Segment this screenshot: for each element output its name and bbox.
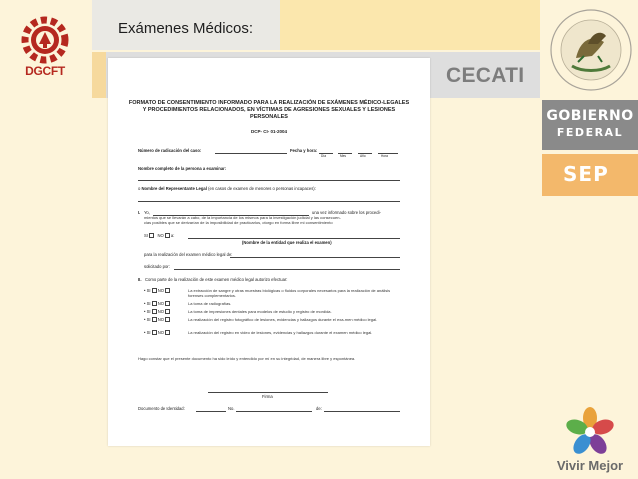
item-2-yes-checkbox[interactable] xyxy=(152,301,157,306)
id-document-line xyxy=(196,411,226,412)
item-5-yes-checkbox[interactable] xyxy=(152,330,157,335)
purpose-line xyxy=(230,257,400,258)
id-document-label: Documento de Identidad: xyxy=(138,406,185,411)
entity-label: (Nombre de la entidad que realiza el examen) xyxy=(242,240,332,245)
item-2-no-checkbox[interactable] xyxy=(165,301,170,306)
closing-statement: Hago constar que el presente documento ha sido leído y entendido por mí en su integridad, de manera libre y espontánea. xyxy=(138,356,356,361)
entity-prefix: a: xyxy=(170,233,175,238)
legal-rep-note: (en casos de examen de menores o personas incapaces): xyxy=(208,186,316,191)
item-4-no-checkbox[interactable] xyxy=(165,317,170,322)
item-5-text: La realización del registro en video de lesiones, evidencias y hallazgos durante el examen médico legal. xyxy=(188,330,373,335)
consent-no-label: NO xyxy=(157,233,164,238)
mexico-seal-logo xyxy=(548,4,634,96)
case-number-label: Número de radicación del caso: xyxy=(138,148,202,153)
consent-yes-label: SI xyxy=(144,233,148,238)
form-title: FORMATO DE CONSENTIMIENTO INFORMADO PARA LA REALIZACIÓN DE EXÁMENES MÉDICO-LEGALES Y PROCEDIMIENTOS RELACIONADOS, EN VÍCTIMAS DE AGRESIONES SEXUALES Y LESIONES PERSONALES xyxy=(128,100,410,120)
legal-rep-line xyxy=(138,201,400,202)
item-2-yes: SI xyxy=(146,301,151,306)
date-part-month: Mes xyxy=(340,154,347,158)
section-1-line-2: mientos que se llevarán a cabo, de la importancia de los mismos para la investigación judicial y las consecuen- xyxy=(144,215,341,220)
legal-rep-label: Nombre del Representante Legal xyxy=(141,186,207,191)
item-2-text: La toma de radiografías. xyxy=(188,301,232,306)
consent-no-checkbox[interactable] xyxy=(165,233,170,238)
date-part-hour: Hora xyxy=(381,154,388,158)
full-name-line xyxy=(138,180,400,181)
item-1-no-checkbox[interactable] xyxy=(165,288,170,293)
vivir-mejor-flower-logo xyxy=(562,404,618,460)
gobierno-label: GOBIERNO xyxy=(546,108,634,124)
item-3-no-checkbox[interactable] xyxy=(165,309,170,314)
item-3-text: La toma de impresiones dentales para modelos de estudio y registro de mordida. xyxy=(188,309,332,314)
signature-label: Firma xyxy=(262,394,273,399)
item-4-yes: SI xyxy=(146,317,151,322)
item-5-choices: • SI NO xyxy=(144,330,170,335)
date-part-day: Día xyxy=(321,154,326,158)
item-5-no: NO xyxy=(157,330,165,335)
section-2-number: II. xyxy=(138,277,142,282)
consent-choice-row xyxy=(144,233,174,238)
full-name-label: Nombre completo de la persona a examinar: xyxy=(138,166,227,171)
id-number-line xyxy=(236,411,312,412)
item-1-yes-checkbox[interactable] xyxy=(152,288,157,293)
vivir-mejor-label: Vivir Mejor xyxy=(556,458,624,473)
item-1-choices: • SI NO xyxy=(144,288,170,293)
item-4-no: NO xyxy=(157,317,165,322)
cecati-label: CECATI xyxy=(446,64,525,87)
item-2-no: NO xyxy=(157,301,165,306)
date-time-label: Fecha y hora: xyxy=(290,148,318,153)
form-code: DCP- CI- 01-2004 xyxy=(250,129,287,134)
consent-form-document xyxy=(108,58,430,446)
item-2-choices: • SI NO xyxy=(144,301,170,306)
section-1-after: una vez informado sobre los procedi- xyxy=(312,210,381,215)
requested-line xyxy=(174,269,400,270)
sep-label: SEP xyxy=(563,162,609,186)
item-3-no: NO xyxy=(157,309,165,314)
section-1-yo: Yo, xyxy=(144,210,150,215)
item-4-choices: • SI NO xyxy=(144,317,170,322)
consent-yes-checkbox[interactable] xyxy=(149,233,154,238)
federal-label: FEDERAL xyxy=(556,126,624,139)
slide-title: Exámenes Médicos: xyxy=(118,20,254,37)
id-from-line xyxy=(324,411,400,412)
section-2-text: Como parte de la realización de este examen médico legal autorizo efectuar: xyxy=(145,277,288,282)
legal-rep-prefix: o xyxy=(138,186,141,191)
item-3-yes-checkbox[interactable] xyxy=(152,309,157,314)
signature-line xyxy=(208,392,328,393)
item-1-text: La extracción de sangre y otras muestras biológicas o fluidos corporales necesarios para la realización de análisis forenses complementarios. xyxy=(188,288,391,298)
item-5-no-checkbox[interactable] xyxy=(165,330,170,335)
section-1-line-3: cias posibles que se derivarían de la imposibilidad de practicarlos, otorgo en forma libre mi consentimiento xyxy=(144,220,333,225)
item-3-yes: SI xyxy=(146,309,151,314)
section-1-number: I. xyxy=(138,210,141,215)
item-1-no: NO xyxy=(157,288,165,293)
id-number-label: No. xyxy=(228,406,235,411)
item-4-text: La realización del registro fotográfico de lesiones, evidencias y hallazgos durante el exa-men médico legal. xyxy=(188,317,378,322)
date-part-year: Año xyxy=(360,154,366,158)
id-from-label: de: xyxy=(316,406,322,411)
item-1-yes: SI xyxy=(146,288,151,293)
item-4-yes-checkbox[interactable] xyxy=(152,317,157,322)
legal-rep-row xyxy=(138,186,316,191)
item-3-choices: • SI NO xyxy=(144,309,170,314)
requested-label: solicitado por: xyxy=(144,264,170,269)
case-number-line xyxy=(215,153,287,154)
purpose-label: para la realización del examen médico legal de: xyxy=(144,252,233,257)
item-5-yes: SI xyxy=(146,330,151,335)
entity-line xyxy=(188,238,400,239)
dgcft-label: DGCFT xyxy=(25,64,65,78)
banner-accent xyxy=(92,52,106,98)
